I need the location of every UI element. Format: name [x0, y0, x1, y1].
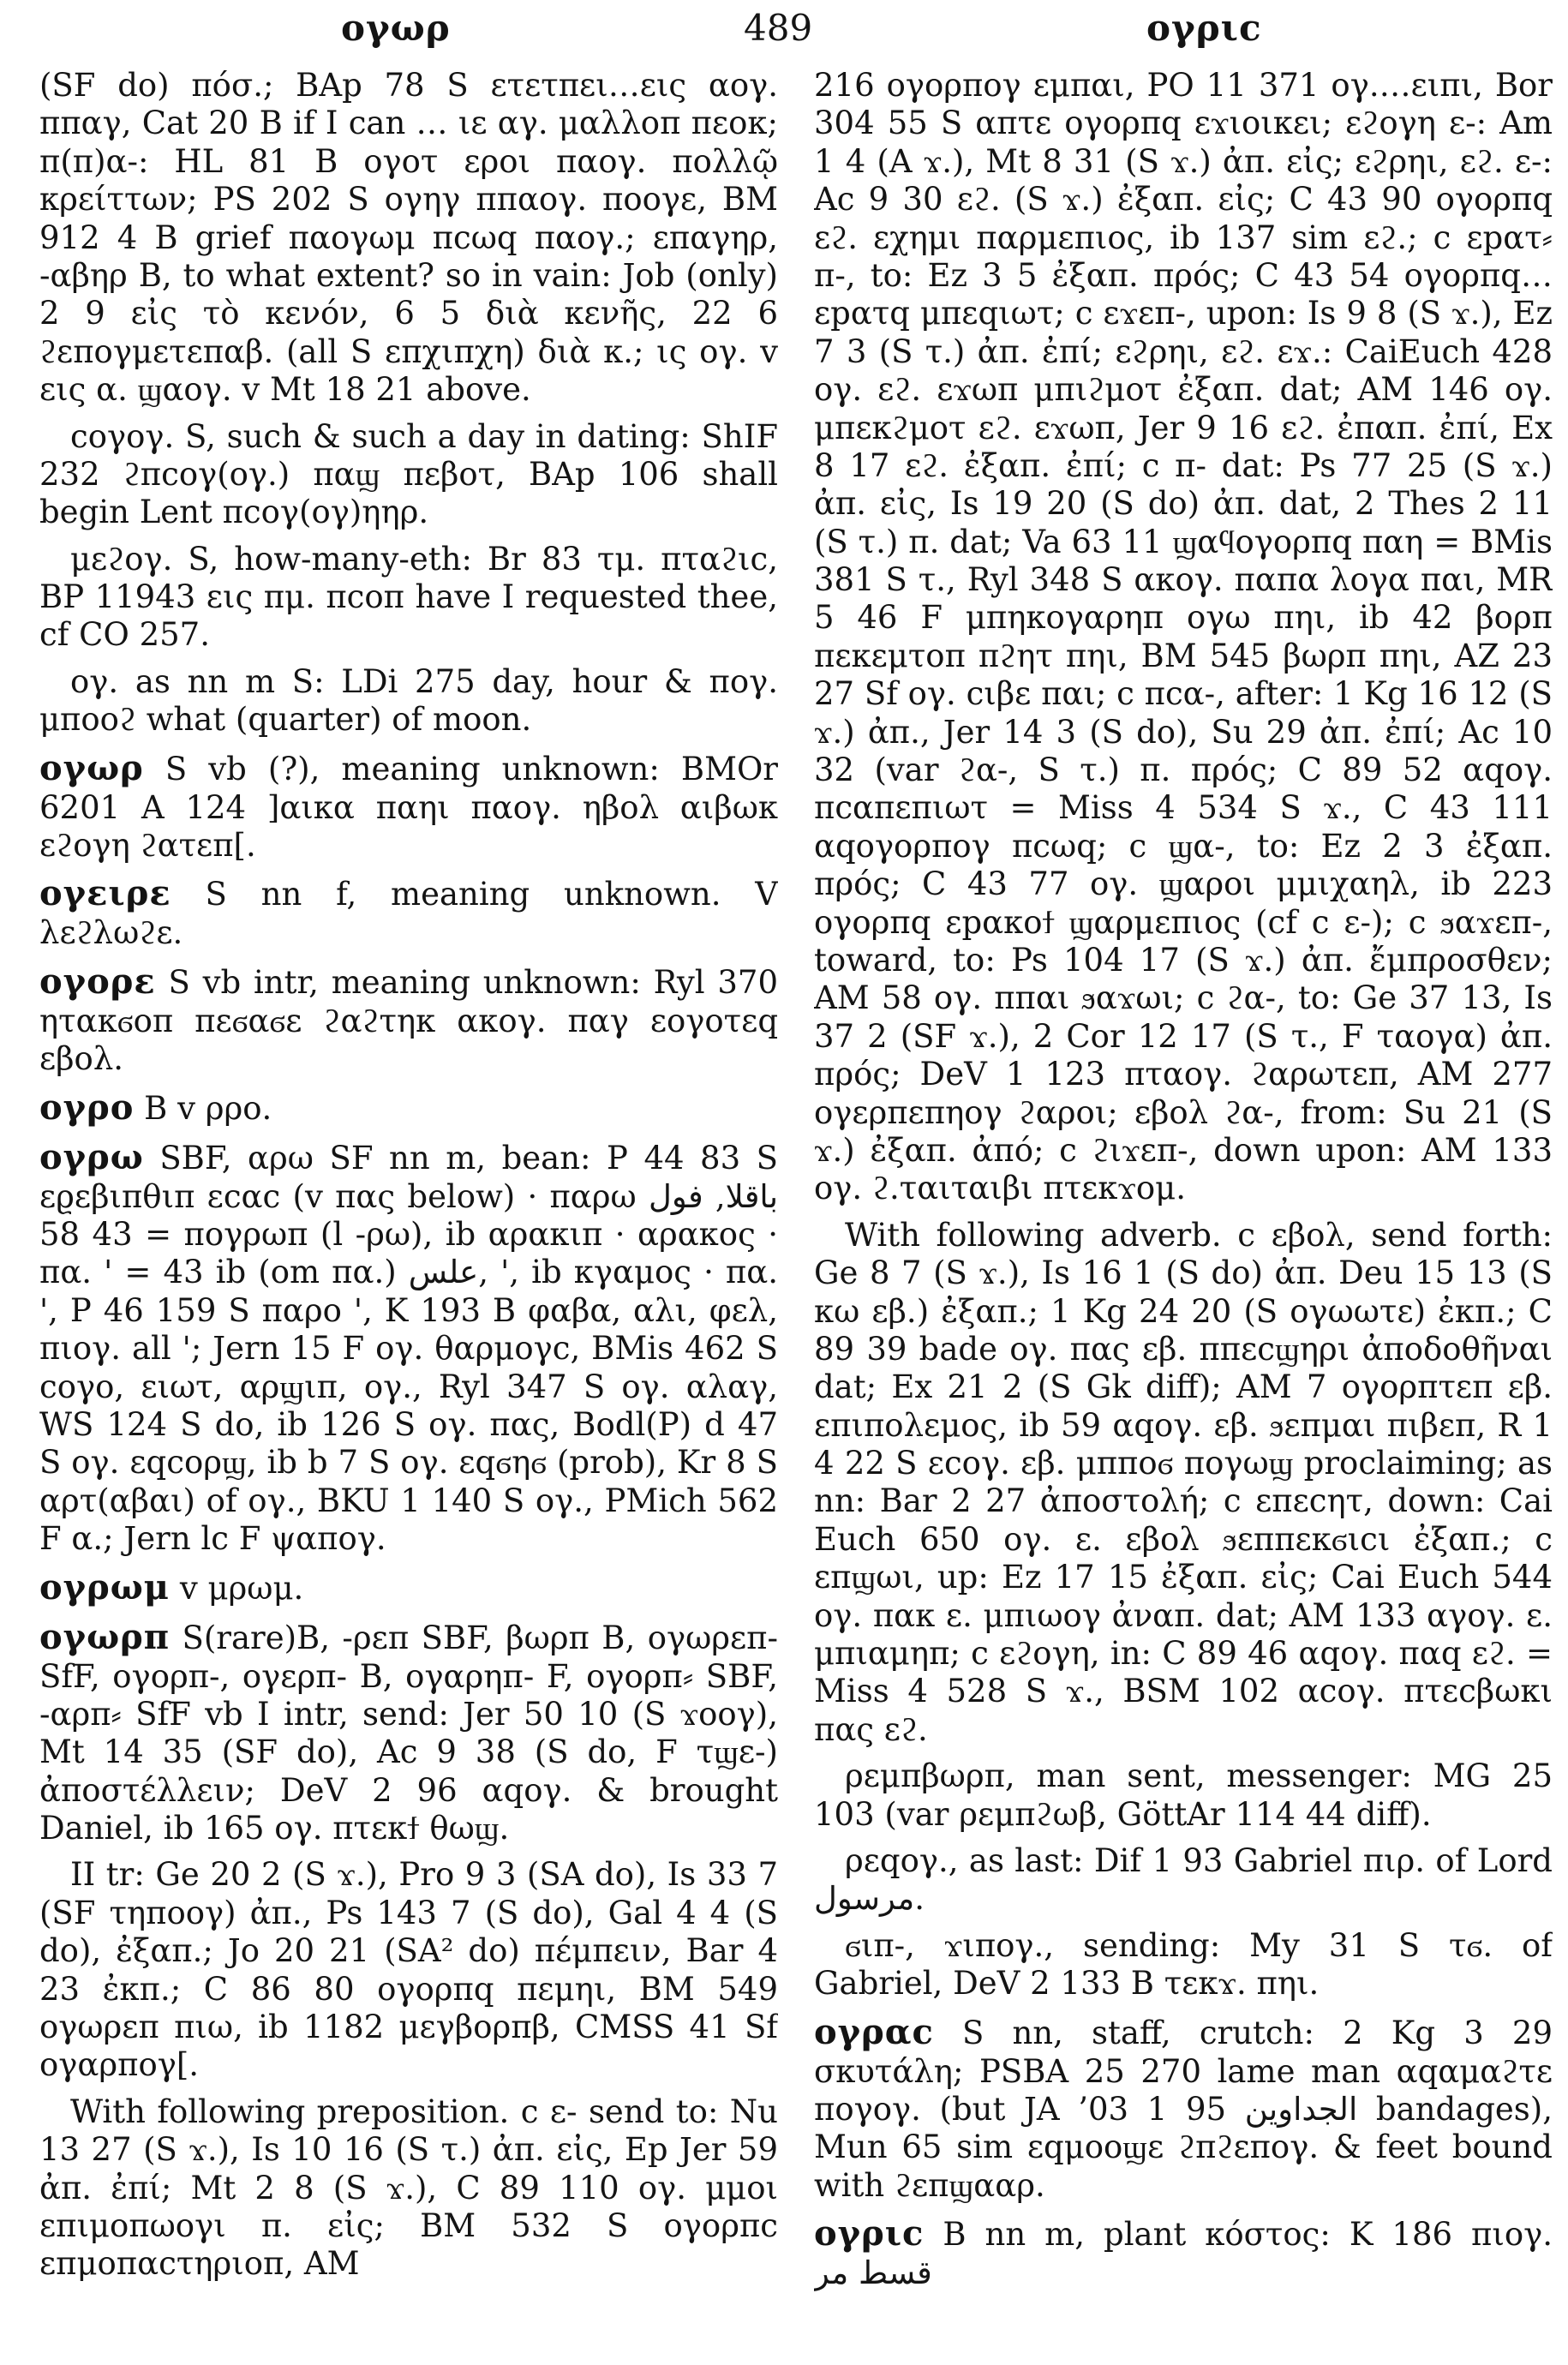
entry-lemma: ογραc — [814, 2011, 934, 2052]
entry-text: B nn m, plant κόστος: K 186 πιογ. قسط مر — [814, 2216, 1553, 2292]
sub-entry: μεϩογ. S, how-many-eth: Br 83 τμ. πταϩιc, BP 11943 εις πμ. πcοπ have I requested thee, cf CO 257. — [39, 540, 778, 654]
continuation-paragraph: (SF do) πόσ.; BAp 78 S ετετπει…εις αογ. ππαγ, Cat 20 B if I can … ιε αγ. μαλλοπ πεοκ; π(π)α-: HL 81 B ογοτ εροι παογ. πολλῷ κρείττων; PS 202 S ογηγ ππαογ. ποογε, BM 912 4 B grief παογωμ πcωq παογ.; επαγηρ, -αβηρ B, to what extent? so in vain: Job (only) 2 9 εἰς τὸ κενόν, 6 5 διὰ κενῆς, 22 6 ϩεπογμετεπαβ. (all S επχιπχη) διὰ κ.; ις ογ. v εις α. ϣαογ. v Mt 18 21 above. — [39, 67, 778, 409]
entry-text: B v ρρο. — [144, 1089, 272, 1127]
sub-entry: ρεμπβωρπ, man sent, messenger: MG 25 103 (var ρεμπϩωβ, GöttAr 114 44 diff). — [814, 1757, 1553, 1833]
sub-entry: With following adverb. c εβολ, send forth: Ge 8 7 (S ϫ.), Is 16 1 (S do) ἀπ. Deu 15 13 (S κω εβ.) ἐξαπ.; 1 Kg 24 20 (S ογωωτε) ἐκπ.; C 89 39 bade ογ. πας εβ. ππεcϣηρι ἀποδοθῆναι dat; Ex 21 2 (S Gk diff); AM 7 ογορπτεπ εβ. επιπολεμος, ib 59 αqογ. εβ. ϧεπμαι πιβεπ, R 1 4 22 S εcογ. εβ. μπποϭ πογωϣ proclaiming; as nn: Bar 2 27 ἀποστολή; c επεcητ, down: Cai Euch 650 ογ. ε. εβολ ϧεππεκϭιcι ἐξαπ.; c επϣωι, up: Ez 17 15 ἐξαπ. εἰς; Cai Euch 544 ογ. πακ ε. μπιωογ ἀναπ. dat; AM 133 αγογ. ε. μπιαμηπ; c εϩογη, in: C 89 46 αqογ. παq εϩ. = Miss 4 528 S ϫ., BSM 102 αcογ. πτεcβωκι πας εϩ. — [814, 1216, 1553, 1748]
entry-lemma: ογωρ — [39, 747, 144, 788]
sub-entry: With following preposition. c ε- send to: Nu 13 27 (S ϫ.), Is 10 16 (S τ.) ἀπ. εἰς, Ep Jer 59 ἀπ. ἐπί; Mt 2 8 (S ϫ.), C 89 110 ογ. μμοι επιμοπωογι π. εἰς; BM 532 S ογορπc επμοπαcτηριοπ, AM — [39, 2093, 778, 2283]
entry-lemma: ογειρε — [39, 873, 171, 914]
entry-text: S nn, staff, crutch: 2 Kg 3 29 σκυτάλη; PSBA 25 270 lame man αqαμαϩτε πογογ. (but JA ’03 1 95 الجداوين bandages), Mun 65 sim εqμοοϣε ϩπϩεπογ. & feet bound with ϩεπϣααρ. — [814, 2014, 1553, 2204]
dictionary-entry — [39, 961, 778, 1079]
entry-lemma: ογρο — [39, 1087, 135, 1128]
dictionary-entry — [814, 2012, 1553, 2206]
dictionary-entry — [39, 873, 778, 952]
dictionary-entry — [39, 748, 778, 865]
sub-entry: II tr: Ge 20 2 (S ϫ.), Pro 9 3 (SA do), Is 33 7 (SF τηποογ) ἀπ., Ps 143 7 (S do), Gal 4 4 (S do), ἐξαπ.; Jo 20 21 (SA² do) πέμπειν, Bar 4 23 ἐκπ.; C 86 80 ογορπq πεμηι, BM 549 ογωρεπ πιω, ib 1182 μεγβορπβ, CMSS 41 Sf ογαρπογ[. — [39, 1856, 778, 2084]
page-number: 489 — [744, 7, 813, 49]
continuation-paragraph: 216 ογορπογ εμπαι, PO 11 371 ογ.…ειπι, Bor 304 55 S απτε ογορπq εϫιοικει; εϩογη ε-: Am 1 4 (A ϫ.), Mt 8 31 (S ϫ.) ἀπ. εἰς; εϩρηι, εϩ. ε-: Ac 9 30 εϩ. (S ϫ.) ἐξαπ. εἰς; C 43 90 ογορπq εϩ. εχημι παρμεπιος, ib 137 sim εϩ.; c εpατ⸗ π-, to: Ez 3 5 ἐξαπ. πρός; C 43 54 ογορπq…εpατq μπεqιωτ; c εϫεπ-, upon: Is 9 8 (S ϫ.), Ez 7 3 (S τ.) ἀπ. ἐπί; εϩρηι, εϩ. εϫ.: CaiEuch 428 ογ. εϩ. εϫωπ μπιϩμοτ ἐξαπ. dat; AM 146 ογ. μπεκϩμοτ εϩ. εϫωπ, Jer 9 16 εϩ. ἐπαπ. ἐπί, Ex 8 17 εϩ. ἐξαπ. ἐπί; c π- dat: Ps 77 25 (S ϫ.) ἀπ. εἰς, Is 19 20 (S do) ἀπ. dat, 2 Thes 2 11 (S τ.) π. dat; Va 63 11 ϣαϥογορπq παη = BMis 381 S τ., Ryl 348 S ακογ. παπα λογα παι, MR 5 46 F μπηκογαρηπ ογω πηι, ib 42 βορπ πεκεμτοπ πϩητ πηι, BM 545 βωρπ πηι, AZ 23 27 Sf ογ. cιβε παι; c πcα-, after: 1 Kg 16 12 (S ϫ.) ἀπ., Jer 14 3 (S do), Su 29 ἀπ. ἐπί; Ac 10 32 (var ϩα-, S τ.) π. πρός; C 89 52 αqογ. πcαπεπιωτ = Miss 4 534 S ϫ., C 43 111 αqογορπογ πcωq; c ϣα-, to: Ez 2 3 ἐξαπ. πρός; C 43 77 ογ. ϣαροι μμιχαηλ, ib 223 ογορπq εpακοϯ ϣαρμεπιος (cf c ε-); c ϧαϫεπ-, toward, to: Ps 104 17 (S ϫ.) ἀπ. ἔμπροσθεν; AM 58 ογ. ππαι ϧαϫωι; c ϩα-, to: Ge 37 13, Is 37 2 (SF ϫ.), 2 Cor 12 17 (S τ., F ταογα) ἀπ. πρός; DeV 1 123 πταογ. ϩαρωτεπ, AM 277 ογερπεπηογ ϩαροι; εβολ ϩα-, from: Su 21 (S ϫ.) ἐξαπ. ἀπό; c ϩιϫεπ-, down upon: AM 133 ογ. ϩ.ταιταιβι πτεκϫομ. — [814, 67, 1553, 1207]
entry-text: SBF, αρω SF nn m, bean: P 44 83 S εϱεβιπθιπ εcαc (v πας below) · παρω باقلا, فول = 43 58 πογρωπ (l -ρω), ib αρακιπ · αρακος · πα. ' = 43 ib (om πα.) علس, ', ib κγαμος · πα. ', P 46 159 S παρο ', K 193 B φαβα, αλι, φελ, πιογ. all '; Jern 15 F ογ. θαρμογc, BMis 462 S cογο, ειωτ, αρϣιπ, ογ., Ryl 347 S ογ. αλαγ, WS 124 S do, ib 126 S ογ. πας, Bodl(P) d 47 S ογ. εqcορϣ, ib b 7 S ογ. εqϭηϭ (prob), Kr 8 S αρτ(αβαι) of ογ., BKU 1 140 S ογ., PMich 562 F α.; Jern lc F ψαπογ. — [39, 1139, 778, 1558]
left-running-headword: ογωρ — [341, 7, 451, 49]
entry-text: v μρωμ. — [179, 1569, 304, 1607]
dictionary-entry — [39, 1567, 778, 1608]
sub-entry: ρεqογ., as last: Dif 1 93 Gabriel πιρ. of Lord مرسول. — [814, 1841, 1553, 1918]
dictionary-entry — [814, 2213, 1553, 2292]
dictionary-entry — [39, 1137, 778, 1559]
page-header — [41, 7, 1532, 60]
entry-text: S vb (?), meaning unknown: BMOr 6201 A 124 ]αικα παηι παογ. ηβολ αιβωκ εϩογη ϩατεπ[. — [39, 750, 778, 865]
entry-lemma: ογρωμ — [39, 1566, 171, 1608]
right-running-headword: ογριc — [1146, 7, 1262, 49]
sub-entry: ϭιπ-, ϫιπογ., sending: My 31 S τϭ. of Gabriel, DeV 2 133 B τεκϫ. πηι. — [814, 1926, 1553, 2003]
sub-entry: ογ. as nn m S: LDi 275 day, hour & πογ. μποοϩ what (quarter) of moon. — [39, 662, 778, 739]
entry-text: S vb intr, meaning unknown: Ryl 370 ητακϭοπ πεϭαϭε ϩαϩτηκ ακογ. παγ εογοτεq εβολ. — [39, 963, 778, 1078]
sub-entry: cογογ. S, such & such a day in dating: ShIF 232 ϩπcογ(ογ.) παϣ πεβοτ, BAp 106 shall begin Lent πcογ(ογ)ηηρ. — [39, 417, 778, 531]
entry-lemma: ογορε — [39, 961, 156, 1002]
entry-text: S nn f, meaning unknown. V λεϩλωϩε. — [39, 876, 778, 952]
entry-text: S(rare)B, -ρεπ SBF, βωρπ B, ογωρεπ- SfF, ογορπ-, ογερπ- B, ογαρηπ- F, ογορπ⸗ SBF, -αρπ⸗ SfF vb I intr, send: Jer 50 10 (S ϫοογ), Mt 14 35 (SF do), Ac 9 38 (S do, F τϣε-) ἀποστέλλειν; DeV 2 96 αqογ. & brought Daniel, ib 165 ογ. πτεκϯ θωϣ. — [39, 1619, 778, 1847]
left-column — [39, 67, 778, 2355]
dictionary-entry — [39, 1617, 778, 1848]
entry-lemma: ογρω — [39, 1136, 144, 1177]
right-column — [814, 67, 1553, 2355]
entry-lemma: ογριc — [814, 2213, 925, 2254]
dictionary-entry — [39, 1087, 778, 1129]
entry-lemma: ογωρπ — [39, 1616, 171, 1657]
